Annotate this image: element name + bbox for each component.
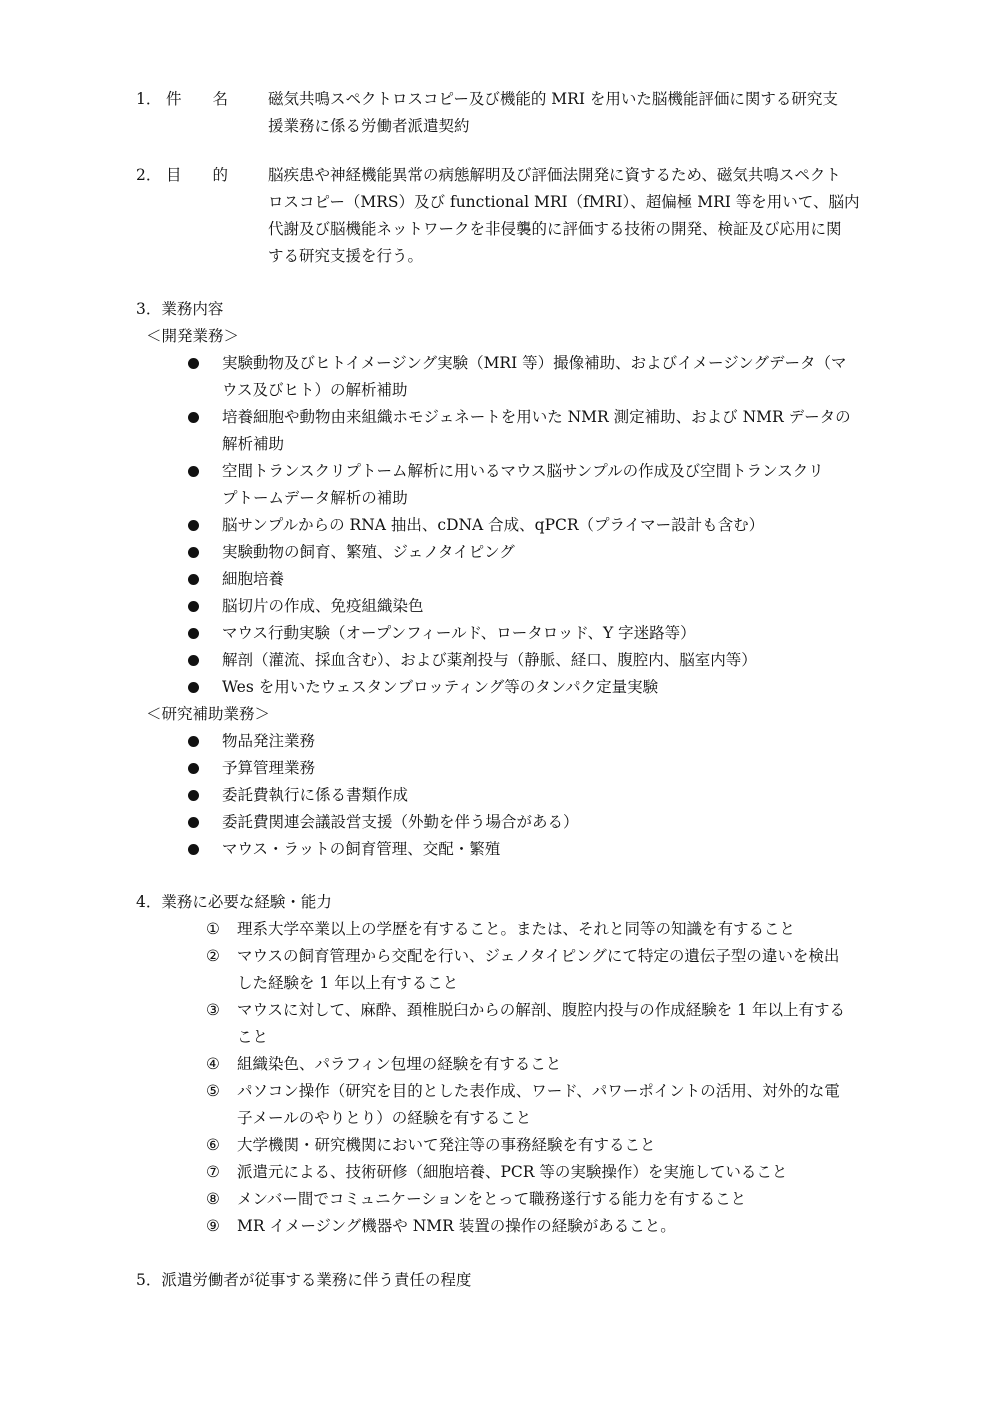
assist-tasks-heading: ＜研究補助業務＞ — [146, 705, 271, 723]
requirement-text: 理系大学卒業以上の学歴を有すること。または、それと同等の知識を有すること — [237, 920, 796, 938]
bullet-dot — [188, 655, 199, 666]
bullet-dot — [188, 790, 199, 801]
section-2-line: する研究支援を行う。 — [268, 247, 424, 265]
list-item-text: 実験動物の飼育、繁殖、ジェノタイピング — [222, 543, 515, 561]
bullet-dot — [188, 736, 199, 747]
requirement-number: ⑨ — [206, 1217, 220, 1235]
requirement-text: した経験を 1 年以上有すること — [237, 974, 459, 992]
requirement-text: 子メールのやりとり）の経験を有すること — [237, 1109, 532, 1127]
section-1-number: 1． — [136, 90, 162, 108]
requirement-number: ⑧ — [206, 1190, 220, 1208]
list-item-text: 脳サンプルからの RNA 抽出、cDNA 合成、qPCR（プライマー設計も含む） — [222, 516, 765, 534]
requirement-number: ③ — [206, 1001, 220, 1019]
requirement-text: マウスの飼育管理から交配を行い、ジェノタイピングにて特定の遺伝子型の違いを検出 — [237, 947, 840, 965]
list-item-text: 予算管理業務 — [222, 759, 316, 777]
requirement-number: ⑥ — [206, 1136, 220, 1154]
requirement-text: パソコン操作（研究を目的とした表作成、ワード、パワーポイントの活用、対外的な電 — [237, 1082, 840, 1100]
list-item-text: 培養細胞や動物由来組織ホモジェネートを用いた NMR 測定補助、および NMR データの — [222, 408, 851, 426]
requirement-text: 派遣元による、技術研修（細胞培養、PCR 等の実験操作）を実施していること — [237, 1163, 788, 1181]
requirement-text: マウスに対して、麻酔、頚椎脱臼からの解剖、腹腔内投与の作成経験を 1 年以上有する — [237, 1001, 845, 1019]
list-item-text: 解析補助 — [222, 435, 285, 453]
list-item-text: 実験動物及びヒトイメージング実験（MRI 等）撮像補助、およびイメージングデータ（マ — [222, 354, 847, 372]
section-5-heading: 5．派遣労働者が従事する業務に伴う責任の程度 — [136, 1271, 472, 1289]
list-item-text: 脳切片の作成、免疫組織染色 — [222, 597, 424, 615]
list-item-text: マウス・ラットの飼育管理、交配・繁殖 — [222, 840, 501, 858]
list-item-text: ウス及びヒト）の解析補助 — [222, 381, 408, 399]
bullet-dot — [188, 601, 199, 612]
list-item-text: 解剖（灌流、採血含む）、および薬剤投与（静脈、経口、腹腔内、脳室内等） — [222, 651, 757, 669]
bullet-dot — [188, 574, 199, 585]
requirement-text: 大学機関・研究機関において発注等の事務経験を有すること — [237, 1136, 656, 1154]
section-2-label: 目 的 — [166, 166, 229, 184]
requirement-number: ① — [206, 920, 220, 938]
section-2 — [0, 162, 1000, 272]
bullet-dot — [188, 817, 199, 828]
requirement-text: MR イメージング機器や NMR 装置の操作の経験があること。 — [237, 1217, 676, 1235]
section-1-line: 援業務に係る労働者派遣契約 — [268, 117, 470, 135]
bullet-dot — [188, 412, 199, 423]
section-1-body — [268, 86, 896, 140]
list-item-text: 委託費関連会議設営支援（外勤を伴う場合がある） — [222, 813, 579, 831]
section-2-line: 代謝及び脳機能ネットワークを非侵襲的に評価する技術の開発、検証及び応用に関 — [268, 220, 842, 238]
requirement-text: メンバー間でコミュニケーションをとって職務遂行する能力を有すること — [237, 1190, 747, 1208]
section-4-heading: 4．業務に必要な経験・能力 — [136, 893, 332, 911]
list-item-text: 委託費執行に係る書類作成 — [222, 786, 409, 804]
list-item-text: 空間トランスクリプトーム解析に用いるマウス脳サンプルの作成及び空間トランスクリ — [222, 462, 824, 480]
dev-tasks-heading: ＜開発業務＞ — [146, 327, 240, 345]
requirement-number: ② — [206, 947, 220, 965]
requirement-number: ⑤ — [206, 1082, 220, 1100]
section-3-heading: 3．業務内容 — [136, 300, 224, 318]
bullet-dot — [188, 628, 199, 639]
bullet-dot — [188, 547, 199, 558]
requirement-number: ⑦ — [206, 1163, 220, 1181]
section-1-line: 磁気共鳴スペクトロスコピー及び機能的 MRI を用いた脳機能評価に関する研究支 — [268, 90, 838, 108]
bullet-dot — [188, 844, 199, 855]
requirement-text: こと — [237, 1028, 269, 1046]
section-2-line: 脳疾患や神経機能異常の病態解明及び評価法開発に資するため、磁気共鳴スペクト — [268, 166, 841, 184]
requirement-number: ④ — [206, 1055, 220, 1073]
requirement-text: 組織染色、パラフィン包埋の経験を有すること — [237, 1055, 562, 1073]
section-2-body — [268, 162, 896, 270]
bullet-dot — [188, 466, 199, 477]
list-item-text: マウス行動実験（オープンフィールド、ロータロッド、Y 字迷路等） — [222, 624, 696, 642]
bullet-dot — [188, 682, 199, 693]
bullet-dot — [188, 358, 199, 369]
section-2-number: 2． — [136, 166, 162, 184]
list-item-text: Wes を用いたウェスタンブロッティング等のタンパク定量実験 — [222, 678, 659, 696]
bullet-dot — [188, 763, 199, 774]
section-1 — [0, 86, 1000, 142]
list-item-text: 物品発注業務 — [222, 732, 316, 750]
list-item-text: 細胞培養 — [222, 570, 285, 588]
bullet-dot — [188, 520, 199, 531]
section-2-line: ロスコピー（MRS）及び functional MRI（fMRI）、超偏極 MRI 等を用いて、脳内 — [268, 193, 860, 211]
section-1-label: 件 名 — [166, 90, 229, 108]
list-item-text: プトームデータ解析の補助 — [222, 489, 408, 507]
